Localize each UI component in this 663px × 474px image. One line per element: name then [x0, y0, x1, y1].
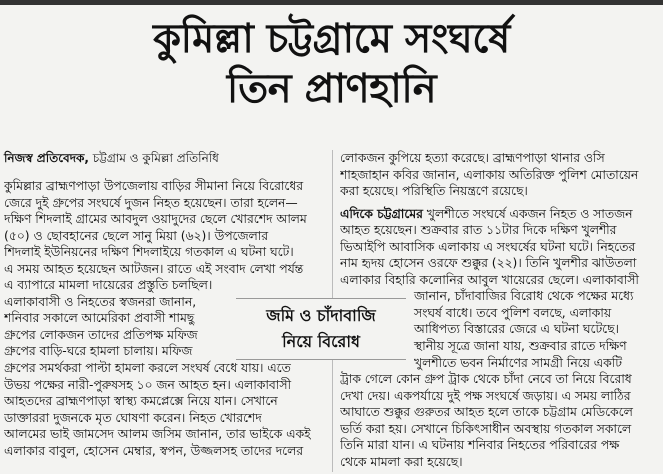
article-line: কুমিল্লার ব্রাহ্মণপাড়া উপজেলায় বাড়ির সীমানা নিয়ে বিরোধের [4, 179, 304, 193]
inline-subhead: এদিকে চট্টগ্রামের [340, 206, 423, 221]
headline-line-1: কুমিল্লা চট্টগ্রামে সংঘর্ষে [153, 16, 510, 62]
article-line: গ্রুপের সমর্থকরা পাল্টা হামলা করলে সংঘর্ষ বেধে যায়। এতে [4, 361, 291, 376]
byline-location: চট্টগ্রাম ও কুমিল্লা প্রতিনিধি [88, 151, 219, 165]
box-subhead [236, 298, 406, 360]
article-line: আঘাতে শুক্কুর গুরুতর আহত হলে তাকে চট্টগ্রাম মেডিকেলে [340, 405, 633, 420]
article-line: থেকে মামলা করা হয়েছে। [340, 454, 463, 469]
article-line: এ সময় আহত হয়েছেন আটজন। রাতে এই সংবাদ লেখা পর্যন্ত [4, 261, 304, 276]
article-text: খুলশীতে সংঘর্ষে একজন নিহত ও সাতজন [422, 206, 633, 221]
article-line: এ ব্যাপারে মামলা দায়েরের প্রস্তুতি চলছিল। [4, 278, 213, 293]
byline [4, 150, 326, 166]
top-rule [0, 0, 663, 5]
article-line: আলমের ভাই জামসেদ আলম জসিম জানান, তার ভাইকে একই [4, 427, 311, 442]
article-line: দেখা দেয়। একপর্যায়ে দুই পক্ষ সংঘর্ষে জড়ায়। এ সময় লাঠির [340, 388, 631, 403]
article-line: গ্রুপের লোকজন তাদের প্রতিপক্ষ মফিজ [4, 327, 198, 342]
article-line: গ্রুপের বাড়ি-ঘরে হামলা চালায়। মফিজ [4, 344, 193, 359]
article-line: শিদলাই ইউনিয়নের দক্ষিণ শিদলাইয়ে গতকাল এ ঘটনা ঘটে। [4, 245, 294, 260]
article-line [340, 206, 656, 223]
article-line: তিনি মারা যান। এ ঘটনায় শনিবার নিহতের পরিবারের পক্ষ [340, 438, 620, 453]
article-line: সংঘর্ষ বাধে। তবে পুলিশ বলছে, এলাকায় [414, 305, 612, 320]
article-line: ডাক্তাররা দুজনকে মৃত ঘোষণা করেন। নিহত খোরশেদ [4, 410, 262, 425]
article-line: জেরে দুই গ্রুপের সংঘর্ষে দুজন নিহত হয়েছেন। তারা হলেন— [4, 195, 298, 210]
article-line: এলাকার বিহারি কলোনির আবুল খায়েরের ছেলে। এলাকাবাসী [340, 272, 639, 287]
article-line: লোকজন কুপিয়ে হত্যা করেছে। ব্রাহ্মণপাড়া থানার ওসি [340, 151, 605, 165]
article-line: আহতদের ব্রাহ্মণপাড়া স্বাস্থ্য কমপ্লেক্সে নিয়ে যান। সেখানে [4, 394, 278, 409]
article-line: করা হয়েছে। পরিস্থিতি নিয়ন্ত্রণে রয়েছে। [340, 184, 528, 199]
article-line: জানান, চাঁদাবাজির বিরোধ থেকে পক্ষের মধ্যে [414, 289, 634, 304]
article-line: ভিআইপি আবাসিক এলাকায় এ সংঘর্ষের ঘটনা ঘটে। নিহতের [340, 239, 636, 254]
article-line: ট্রাক গেলে কোন গ্রুপ ট্রাক থেকে চাঁদা নেবে তা নিয়ে বিরোধ [340, 372, 632, 387]
byline-author: নিজস্ব প্রতিবেদক, [4, 151, 89, 165]
article-line: শাহজাহান কবির জানান, এলাকায় অতিরিক্ত পুলিশ মোতায়েন [340, 167, 639, 182]
article-line: (৫০) ও ছোবহানের ছেলে সানু মিয়া (৬২)। উপজেলার [4, 228, 268, 243]
headline [0, 14, 663, 114]
article-line: শনিবার সকালে আমেরিকা প্রবাসী শামছু [4, 311, 195, 326]
article-line: উভয় পক্ষের নারী-পুরুষসহ ১০ জন আহত হন। এলাকাবাসী [4, 377, 291, 392]
article-line: নাম হৃদয় হোসেন ওরফে শুক্কুর (২২)। তিনি খুলশীর ঝাউতলা [340, 256, 637, 271]
article-line: ভর্তি করা হয়। সেখানে চিকিৎসাধীন অবস্থায় গতকাল সকালে [340, 421, 632, 436]
box-subhead-line-2: নিয়ে বিরোধ [282, 332, 360, 351]
article-line: আহত হয়েছেন। শুক্রবার রাত ১১টার দিকে দক্ষিণ খুলশীর [340, 223, 617, 238]
article-line: খুলশীতে ভবন নির্মাণের সামগ্রী নিয়ে একটি [414, 355, 622, 370]
article-line: এলাকার বাবুল, হোসেন মেম্বার, স্বপন, উজ্জলসহ তাদের দলের [4, 443, 304, 458]
article-line: দক্ষিণ শিদলাই গ্রামের আবদুল ওয়াদুদের ছেলে খোরশেদ আলম [4, 212, 307, 227]
headline-line-2: তিন প্রাণহানি [226, 66, 437, 112]
article-line: স্থানীয় সূত্রে জানা যায়, শুক্রবার রাতে দক্ষিণ [414, 339, 627, 354]
article-line: এলাকাবাসী ও নিহতের স্বজনরা জানান, [4, 294, 197, 309]
article-line: আধিপত্য বিস্তারের জেরে এ ঘটনা ঘটেছে। [414, 322, 619, 337]
box-subhead-line-1: জমি ও চাঁদাবাজি [266, 306, 376, 325]
